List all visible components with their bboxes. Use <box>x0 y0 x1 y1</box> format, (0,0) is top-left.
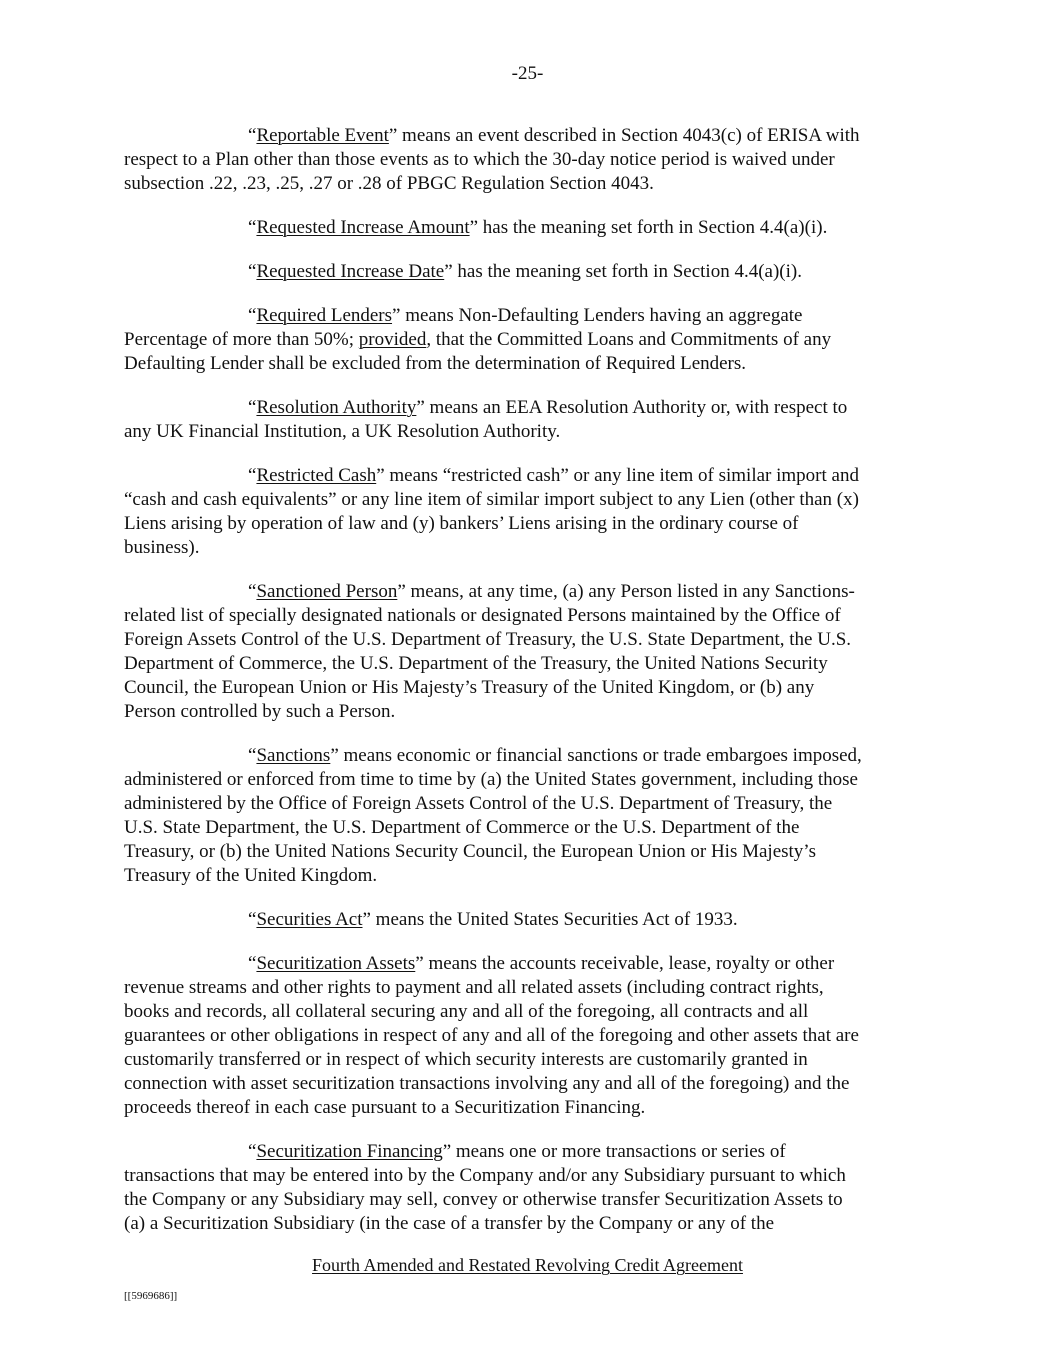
text-segment: any UK Financial Institution, a UK Resolution Authority. <box>124 421 561 442</box>
text-segment: related list of specially designated nationals or designated Persons maintained by the Office of <box>124 605 841 626</box>
text-segment: transactions that may be entered into by the Company and/or any Subsidiary pursuant to which <box>124 1165 846 1186</box>
text-segment: administered or enforced from time to time by (a) the United States government, including those <box>124 769 858 790</box>
text-line <box>124 1096 936 1120</box>
text-line <box>124 652 936 676</box>
definition-paragraph <box>124 744 936 888</box>
defined-term: Sanctions <box>256 745 331 766</box>
text-line: “Securities Act” means the United States Securities Act of 1933. <box>248 909 738 930</box>
defined-term: Requested Increase Amount <box>256 217 470 238</box>
text-line <box>124 1048 936 1072</box>
text-line <box>124 976 936 1000</box>
text-segment: ” means the accounts receivable, lease, royalty or other <box>415 953 835 974</box>
text-line <box>124 792 936 816</box>
text-segment: guarantees or other obligations in respect of any and all of the foregoing and other assets that are <box>124 1025 859 1046</box>
definition-paragraph <box>124 260 936 284</box>
text-line: “Sanctions” means economic or financial sanctions or trade embargoes imposed, <box>248 745 862 766</box>
definition-paragraph <box>124 216 936 240</box>
text-segment: respect to a Plan other than those events as to which the 30-day notice period is waived under <box>124 149 835 170</box>
text-line <box>124 864 936 888</box>
text-segment: ” means Non-Defaulting Lenders having an aggregate <box>392 305 803 326</box>
defined-term: Securities Act <box>256 909 363 930</box>
defined-term: Restricted Cash <box>256 465 377 486</box>
text-segment: Foreign Assets Control of the U.S. Department of Treasury, the U.S. State Department, the U.S. <box>124 629 852 650</box>
text-line <box>124 352 936 376</box>
text-segment: Person controlled by such a Person. <box>124 701 396 722</box>
text-line <box>124 172 936 196</box>
text-line: “Resolution Authority” means an EEA Resolution Authority or, with respect to <box>248 397 848 418</box>
defined-term: Required Lenders <box>256 305 393 326</box>
defined-term: Securitization Assets <box>256 953 416 974</box>
text-segment: administered by the Office of Foreign Assets Control of the U.S. Department of Treasury, the <box>124 793 833 814</box>
footer-title: Fourth Amended and Restated Revolving Credit Agreement <box>312 1255 743 1275</box>
text-line <box>124 1188 936 1212</box>
text-line <box>124 1000 936 1024</box>
text-segment: ” means the United States Securities Act of 1933. <box>362 909 738 930</box>
text-segment: revenue streams and other rights to payment and all related assets (including contract rights, <box>124 977 824 998</box>
text-segment: ” means “restricted cash” or any line item of similar import and <box>376 465 859 486</box>
text-segment: , that the Committed Loans and Commitments of any <box>426 329 832 350</box>
definition-paragraph <box>124 124 936 196</box>
text-line: “Reportable Event” means an event described in Section 4043(c) of ERISA with <box>248 125 860 146</box>
definition-paragraph <box>124 1140 936 1236</box>
text-segment: ” means one or more transactions or series of <box>442 1141 786 1162</box>
text-segment: Treasury of the United Kingdom. <box>124 865 378 886</box>
text-line <box>124 700 936 724</box>
text-line: “Securitization Financing” means one or more transactions or series of <box>248 1141 786 1162</box>
definition-paragraph <box>124 396 936 444</box>
text-segment: business). <box>124 537 200 558</box>
text-line: “Sanctioned Person” means, at any time, (a) any Person listed in any Sanctions- <box>248 581 855 602</box>
text-line <box>124 840 936 864</box>
text-line <box>124 1164 936 1188</box>
definition-paragraph <box>124 952 936 1120</box>
defined-term: Reportable Event <box>256 125 389 146</box>
text-segment: books and records, all collateral securing any and all of the foregoing, all contracts and all <box>124 1001 809 1022</box>
text-segment: Liens arising by operation of law and (y) bankers’ Liens arising in the ordinary course of <box>124 513 799 534</box>
text-segment: Treasury, or (b) the United Nations Security Council, the European Union or His Majesty’s <box>124 841 816 862</box>
text-line <box>124 512 936 536</box>
text-line: “Securitization Assets” means the accounts receivable, lease, royalty or other <box>248 953 835 974</box>
text-segment: Department of Commerce, the U.S. Department of the Treasury, the United Nations Security <box>124 653 828 674</box>
text-line <box>124 628 936 652</box>
text-segment: connection with asset securitization transactions involving any and all of the foregoing) and the <box>124 1073 850 1094</box>
text-segment: ” means an event described in Section 4043(c) of ERISA with <box>388 125 860 146</box>
text-line <box>124 1212 936 1236</box>
text-line <box>124 816 936 840</box>
document-body <box>124 124 936 1256</box>
text-segment: (a) a Securitization Subsidiary (in the case of a transfer by the Company or any of the <box>124 1213 775 1234</box>
text-line <box>124 536 936 560</box>
text-segment: U.S. State Department, the U.S. Department of Commerce or the U.S. Department of the <box>124 817 800 838</box>
document-id: [[5969686]] <box>124 1290 178 1302</box>
text-segment: subsection .22, .23, .25, .27 or .28 of PBGC Regulation Section 4043. <box>124 173 654 194</box>
definition-paragraph <box>124 580 936 724</box>
definition-paragraph <box>124 908 936 932</box>
text-line <box>124 1024 936 1048</box>
text-line: “Restricted Cash” means “restricted cash” or any line item of similar import and <box>248 465 859 486</box>
text-segment: ” means an EEA Resolution Authority or, with respect to <box>416 397 848 418</box>
text-line <box>124 328 936 352</box>
text-segment: ” means economic or financial sanctions or trade embargoes imposed, <box>330 745 862 766</box>
page-number: -25- <box>511 63 544 84</box>
text-segment: the Company or any Subsidiary may sell, convey or otherwise transfer Securitization Assets to <box>124 1189 843 1210</box>
text-segment: proceeds thereof in each case pursuant to a Securitization Financing. <box>124 1097 646 1118</box>
defined-term: Resolution Authority <box>256 397 417 418</box>
text-line <box>124 148 936 172</box>
defined-term: Sanctioned Person <box>256 581 398 602</box>
text-line: “Required Lenders” means Non-Defaulting Lenders having an aggregate <box>248 305 803 326</box>
text-segment: ” means, at any time, (a) any Person listed in any Sanctions- <box>397 581 855 602</box>
text-line <box>124 604 936 628</box>
text-line <box>124 1072 936 1096</box>
definition-paragraph <box>124 464 936 560</box>
text-line: “Requested Increase Amount” has the meaning set forth in Section 4.4(a)(i). <box>248 217 828 238</box>
text-line <box>124 488 936 512</box>
definition-paragraph <box>124 304 936 376</box>
defined-term: Requested Increase Date <box>256 261 445 282</box>
text-segment: “cash and cash equivalents” or any line item of similar import subject to any Lien (other than (x) <box>124 489 859 510</box>
text-segment: ” has the meaning set forth in Section 4.4(a)(i). <box>444 261 802 282</box>
defined-term: Securitization Financing <box>256 1141 443 1162</box>
text-line <box>124 676 936 700</box>
text-line: “Requested Increase Date” has the meaning set forth in Section 4.4(a)(i). <box>248 261 802 282</box>
text-segment: ” has the meaning set forth in Section 4.4(a)(i). <box>469 217 828 238</box>
text-line <box>124 768 936 792</box>
text-segment: Defaulting Lender shall be excluded from the determination of Required Lenders. <box>124 353 747 374</box>
text-segment: Percentage of more than 50%; <box>124 329 359 350</box>
text-segment: customarily transferred or in respect of which security interests are customarily granted in <box>124 1049 808 1070</box>
text-segment: Council, the European Union or His Majesty’s Treasury of the United Kingdom, or (b) any <box>124 677 815 698</box>
emphasized-word: provided <box>358 329 427 350</box>
text-line <box>124 420 936 444</box>
